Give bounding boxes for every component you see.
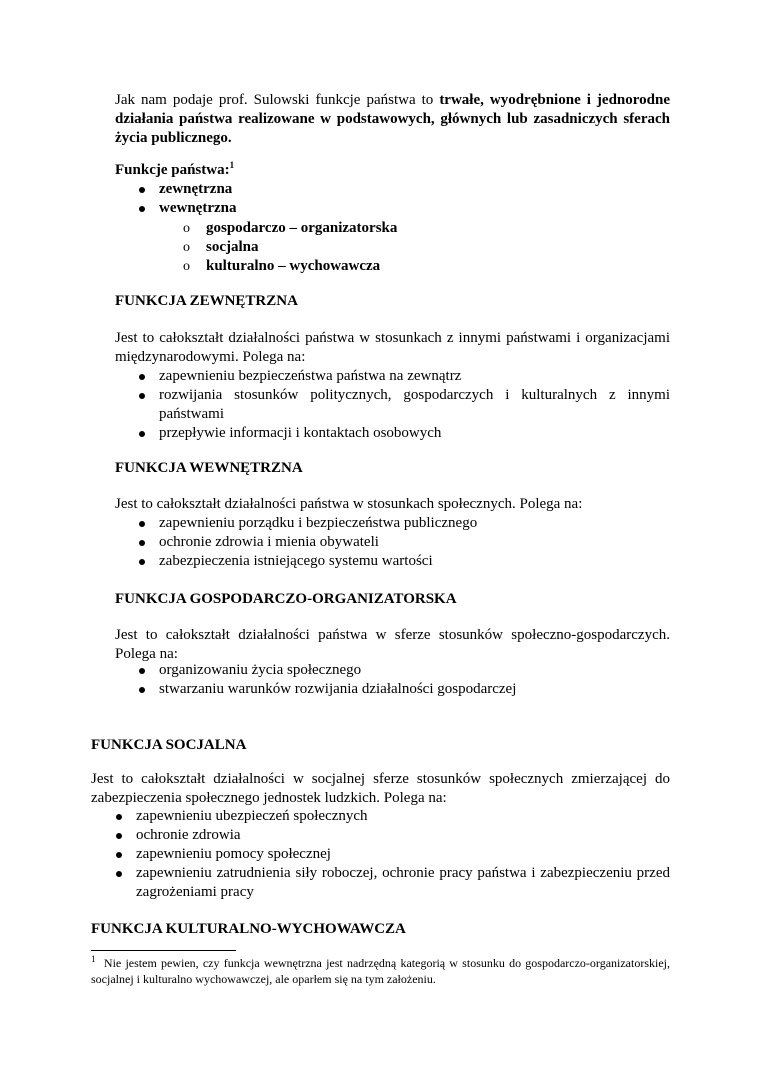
external-heading: FUNKCJA ZEWNĘTRZNA	[115, 293, 298, 309]
list-item: o kulturalno – wychowawcza	[183, 258, 381, 274]
functions-list	[136, 180, 436, 218]
circle-bullet-icon: o	[183, 240, 190, 255]
footnote-number: 1	[91, 954, 96, 964]
list-item: zapewnieniu pomocy społecznej	[136, 846, 331, 862]
list-item: ochronie zdrowia	[136, 827, 241, 843]
economic-list	[136, 661, 670, 699]
footnote-reference[interactable]: 1	[229, 160, 235, 170]
economic-heading: FUNKCJA GOSPODARCZO-ORGANIZATORSKA	[115, 591, 457, 607]
external-list	[136, 367, 670, 443]
external-paragraph: Jest to całokształt działalności państwa w stosunkach z innymi państwami i organizacjami międzynarodowymi. Polega na:	[115, 330, 670, 365]
list-item: zabezpieczenia istniejącego systemu wartości	[159, 553, 433, 569]
social-heading: FUNKCJA SOCJALNA	[91, 737, 247, 753]
social-paragraph: Jest to całokształt działalności w socjalnej sferze stosunków społecznych zmierzającej do zabezpieczenia społecznego jednostek ludzkich. Polega na:	[91, 771, 670, 806]
intro-plain-text: Jak nam podaje prof. Sulowski funkcje państwa to	[115, 92, 440, 108]
internal-list	[136, 514, 670, 571]
list-item: o socjalna	[183, 239, 259, 255]
list-item: rozwijania stosunków politycznych, gospodarczych i kulturalnych z innymi państwami	[159, 387, 670, 422]
functions-sublist	[183, 219, 483, 276]
list-item: stwarzaniu warunków rozwijania działalności gospodarczej	[159, 681, 517, 697]
list-item: zapewnieniu porządku i bezpieczeństwa publicznego	[159, 515, 478, 531]
economic-paragraph: Jest to całokształt działalności państwa w sferze stosunków społeczno-gospodarczych. Polega na:	[115, 627, 670, 662]
internal-paragraph: Jest to całokształt działalności państwa w stosunkach społecznych. Polega na:	[115, 496, 583, 512]
list-item: przepływie informacji i kontaktach osobowych	[159, 425, 442, 441]
circle-bullet-icon: o	[183, 259, 190, 274]
footnote	[91, 955, 670, 987]
list-item: organizowaniu życia społecznego	[159, 662, 362, 678]
functions-heading: Funkcje państwa:$^1$	[115, 160, 235, 178]
circle-bullet-icon: o	[183, 221, 190, 236]
internal-heading: FUNKCJA WEWNĘTRZNA	[115, 460, 303, 476]
list-item: zewnętrzna	[159, 181, 233, 197]
intro-paragraph	[115, 91, 670, 148]
footnote-separator	[91, 950, 236, 951]
list-item: wewnętrzna	[159, 200, 237, 216]
list-item: o gospodarczo – organizatorska	[183, 220, 398, 236]
list-item: zapewnieniu ubezpieczeń społecznych	[136, 808, 368, 824]
footnote-text: Nie jestem pewien, czy funkcja wewnętrzna jest nadrzędną kategorią w stosunku do gospodarczo-organizatorskiej, socjalnej i kulturalno wychowawczej, ale oparłem się na tym założeniu.	[91, 956, 671, 986]
cultural-heading: FUNKCJA KULTURALNO-WYCHOWAWCZA	[91, 921, 406, 937]
list-item: ochronie zdrowia i mienia obywateli	[159, 534, 379, 550]
list-item: zapewnieniu bezpieczeństwa państwa na zewnątrz	[159, 368, 462, 384]
intro-bold-text: trwałe, wyodrębnione i jednorodne działania państwa realizowane w podstawowych, głównych lub zasadniczych sferach życia publicznego.	[115, 92, 670, 146]
list-item: zapewnieniu zatrudnienia siły roboczej, ochronie pracy państwa i zabezpieczeniu przed zagrożeniami pracy	[136, 865, 670, 900]
social-list	[113, 807, 670, 902]
